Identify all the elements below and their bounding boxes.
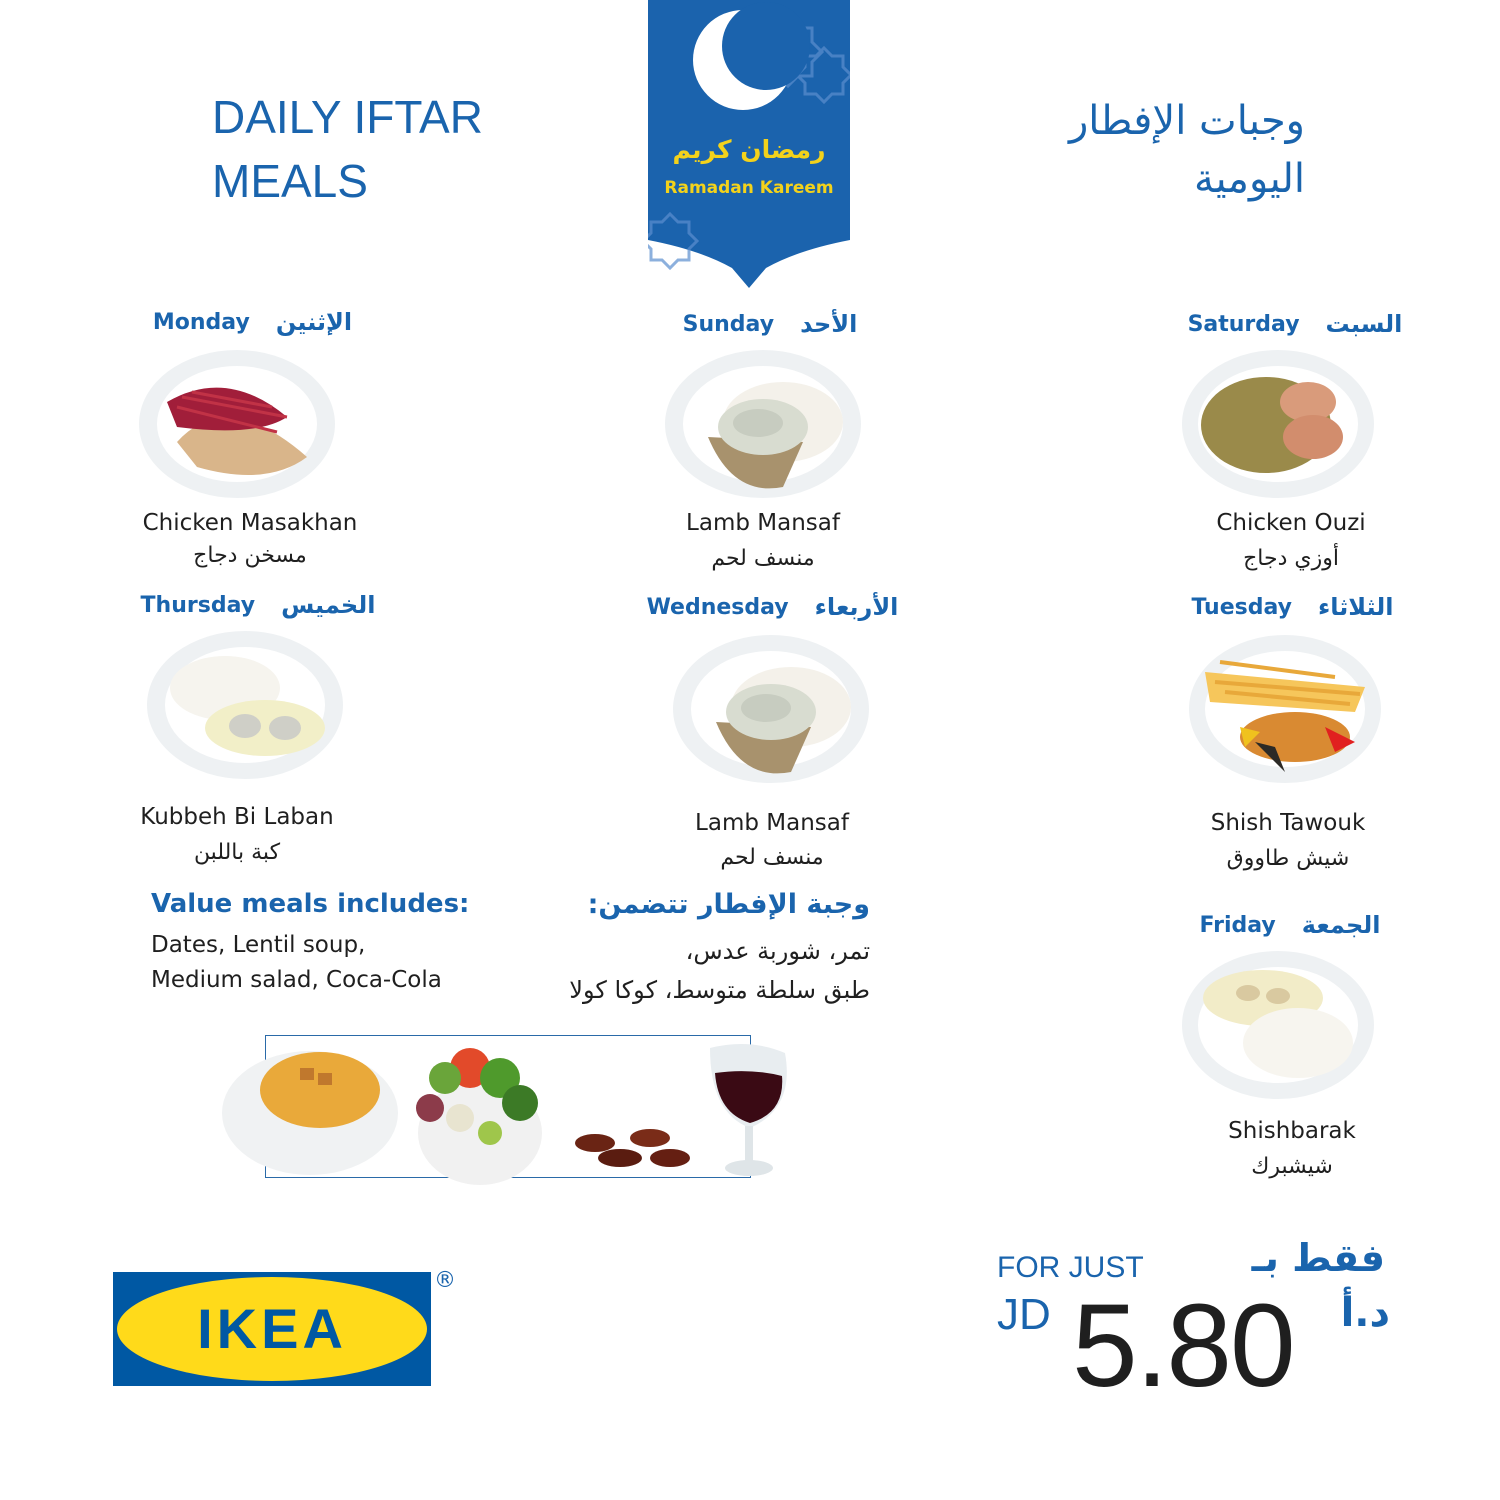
registered-mark: ® — [434, 1268, 456, 1293]
day-label-ar: الإثنين — [275, 308, 353, 336]
day-label-en: Tuesday — [1191, 594, 1292, 620]
value-meals-text-ar: تمر، شوربة عدس، طبق سلطة متوسط، كوكا كولا — [569, 937, 870, 1004]
dish-image-kubbeh-bi-laban — [145, 628, 345, 783]
dish-name-ar: شيشبرك — [1251, 1154, 1333, 1179]
price-amount: 5.80 — [1072, 1280, 1294, 1412]
dish-name-ar: مسخن دجاج — [193, 543, 307, 568]
day-header-wednesday — [635, 590, 910, 624]
day-header-sunday — [655, 307, 885, 341]
dish-name-en: Kubbeh Bi Laban — [140, 804, 334, 830]
ikea-logo — [113, 1272, 431, 1386]
banner-text-ar: رمضان كريم — [672, 135, 826, 164]
dish-image-chicken-ouzi — [1178, 347, 1378, 502]
day-label-ar: الجمعة — [1301, 911, 1381, 939]
value-meals-heading-ar: وجبة الإفطار تتضمن: — [587, 889, 870, 920]
banner-text-en: Ramadan Kareem — [664, 178, 834, 198]
day-label-en: Saturday — [1187, 311, 1300, 337]
dish-image-lamb-mansaf — [671, 632, 871, 787]
dish-image-shishbarak — [1178, 948, 1378, 1103]
day-header-monday — [130, 305, 375, 339]
currency-ar: د.أ — [1340, 1290, 1390, 1336]
value-meal-image — [220, 1018, 800, 1190]
dish-name-en: Shishbarak — [1228, 1118, 1356, 1144]
day-label-ar: الأحد — [800, 310, 858, 338]
dish-name-ar: كبة باللبن — [193, 840, 281, 865]
day-label-ar: السبت — [1325, 310, 1403, 338]
day-label-ar: الأربعاء — [814, 593, 899, 621]
dish-image-chicken-masakhan — [137, 347, 337, 502]
page-title-en: DAILY IFTAR MEALS — [212, 91, 483, 207]
day-header-thursday — [130, 588, 386, 622]
dish-image-shish-tawouk — [1185, 632, 1385, 787]
dish-name-ar: شيش طاووق — [1226, 846, 1350, 871]
day-label-en: Thursday — [140, 592, 256, 618]
dish-name-en: Lamb Mansaf — [695, 810, 849, 836]
day-label-en: Monday — [152, 309, 250, 335]
currency-en: JD — [997, 1290, 1051, 1339]
value-meals-text-en: Dates, Lentil soup, Medium salad, Coca-Cola — [151, 932, 442, 993]
for-just-ar: فقط بـ — [1251, 1236, 1385, 1280]
day-header-friday — [1180, 908, 1400, 942]
day-label-en: Sunday — [682, 311, 775, 337]
dish-name-ar: منسف لحم — [711, 546, 815, 571]
day-label-en: Wednesday — [646, 594, 789, 620]
dish-name-en: Lamb Mansaf — [686, 510, 840, 536]
dish-image-lamb-mansaf — [663, 347, 863, 502]
day-header-saturday — [1170, 307, 1420, 341]
day-label-en: Friday — [1199, 912, 1276, 938]
svg-text:IKEA: IKEA — [197, 1297, 347, 1360]
day-label-ar: الخميس — [281, 591, 376, 619]
dish-name-en: Chicken Masakhan — [142, 510, 358, 536]
day-header-tuesday — [1180, 590, 1405, 624]
for-just-en: FOR JUST — [997, 1251, 1144, 1284]
day-label-ar: الثلاثاء — [1317, 593, 1394, 621]
dish-name-ar: منسف لحم — [720, 845, 824, 870]
page-title-ar: وجبات الإفطار اليومية — [1068, 98, 1305, 202]
value-meals-heading-en: Value meals includes: — [151, 889, 470, 919]
dish-name-ar: أوزي دجاج — [1243, 546, 1339, 571]
dish-name-en: Shish Tawouk — [1210, 810, 1366, 836]
dish-name-en: Chicken Ouzi — [1216, 510, 1366, 536]
